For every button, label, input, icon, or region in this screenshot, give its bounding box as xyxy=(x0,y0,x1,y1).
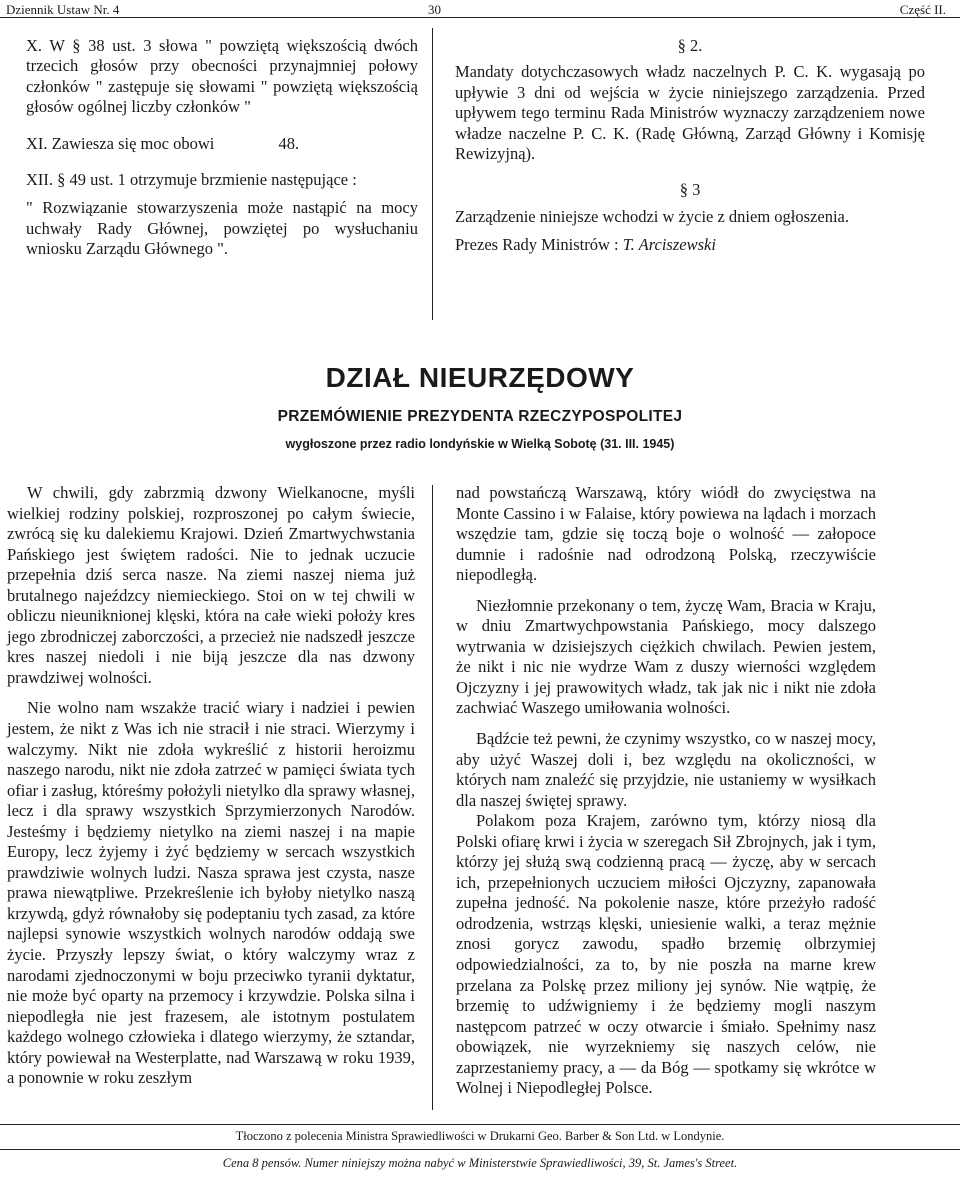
speech-column-divider xyxy=(432,485,433,1110)
signature xyxy=(455,235,925,255)
amendment-x: X. W § 38 ust. 3 słowa " powziętą większością dwóch trzecich głosów przy obecności przynajmniej połowy członków " zastępuje się słowami " powziętą większością głosów ogólnej liczby członków " xyxy=(26,36,418,117)
signature-name: T. Arciszewski xyxy=(622,235,716,255)
section-2-text: Mandaty dotychczasowych władz naczelnych P. C. K. wygasają po upływie 3 dni od wejścia w życie niniejszego zarządzenia. Przed upływem tego terminu Rada Ministrów wyznaczy zarządzeniem nowe władze naczelne P. C. K. (Radę Główną, Zarząd Główny i Komisję Rewizyjną). xyxy=(455,62,925,164)
speech-paragraph: Bądźcie też pewni, że czynimy wszystko, co w naszej mocy, aby użyć Waszej doli i, bez względu na okoliczności, w których nam znaleźć się przyjdzie, nie ustaniemy w wysiłkach dla naszej świętej sprawy. xyxy=(456,729,876,810)
speech-right-column xyxy=(456,483,876,1099)
amendment-xii: XII. § 49 ust. 1 otrzymuje brzmienie następujące : xyxy=(26,170,357,190)
speech-paragraph: nad powstańczą Warszawą, który wiódł do zwycięstwa na Monte Cassino i w Falaise, który powiewa na lądach i morzach wszędzie tam, gdzie się toczą boje o wolność — załopoce dumnie i radośnie nad odrodzoną Polską, rzeczywiście niepodległą. xyxy=(456,483,876,585)
journal-part: Część II. xyxy=(899,2,946,17)
section-3-text: Zarządzenie niniejsze wchodzi w życie z dniem ogłoszenia. xyxy=(455,206,849,226)
page-number: 30 xyxy=(428,2,441,17)
footer-rule-middle xyxy=(0,1149,960,1150)
speech-paragraph: Polakom poza Krajem, zarówno tym, którzy niosą dla Polski ofiarę krwi i życia w szeregach Sił Zbrojnych, jak i tym, którzy jej służą swą codzienną pracą — życzę, aby w sercach ich, przepełnionych uczuciem miłości Ojczyzny, zapanowała zupełna jedność. Na pokolenie nasze, które przeżyło radość odrodzenia, wstrząs klęski, uniesienie walki, a teraz mężnie znosi gorycz zawodu, spadło brzemię olbrzymiej odpowiedzialności, za to, by nie poszła na marne krew przelana za Polskę przez miliony jej synów. Nie wątpię, że brzemię to udźwigniemy i że będziemy mogli naszym następcom patrzeć w oczy otwarcie i śmiało. Spełnimy nasz obowiązek, nie wyrzekniemy się naszych celów, nie zaprzestaniemy pracy, a — da Bóg — spotkamy się wkrótce w Wolnej i Niepodległej Polsce. xyxy=(456,811,876,1098)
section-3-heading: § 3 xyxy=(679,180,701,200)
speech-paragraph: Niezłomnie przekonany o tem, życzę Wam, Bracia w Kraju, w dniu Zmartwychpowstania Pańskiego, mocy dalszego wytrwania w dzisiejszych ciężkich chwilach. Pewien jestem, że nikt i nic nie wydrze Wam z duszy wierności względem Ojczyzny i jej prawowitych władz, tak jak nic i nikt nie zdoła zachwiać Waszego umiłowania wolności. xyxy=(456,595,876,718)
decree-final-sections xyxy=(455,36,925,256)
printer-note: Tłoczono z polecenia Ministra Sprawiedliwości w Drukarni Geo. Barber & Son Ltd. w Londynie. xyxy=(235,1129,725,1143)
amendment-xi xyxy=(26,134,418,154)
speech-title: PRZEMÓWIENIE PREZYDENTA RZECZYPOSPOLITEJ xyxy=(277,408,683,425)
section-2-heading: § 2. xyxy=(677,36,703,55)
section-title: DZIAŁ NIEURZĘDOWY xyxy=(325,362,635,393)
amendment-xi-number: 48. xyxy=(278,133,300,153)
speech-subtitle: wygłoszone przez radio londyńskie w Wielką Sobotę (31. III. 1945) xyxy=(285,437,675,451)
page-header xyxy=(0,0,960,16)
amendment-xii-quote: " Rozwiązanie stowarzyszenia może nastąpić na mocy uchwały Rady Głównej, powziętej po wysłuchaniu wniosku Zarządu Głównego ". xyxy=(26,198,418,259)
decree-amendments xyxy=(26,36,418,260)
amendment-xi-text: XI. Zawiesza się moc obowi xyxy=(26,133,215,153)
price-note: Cena 8 pensów. Numer niniejszy można nabyć w Ministerstwie Sprawiedliwości, 39, St. James's Street. xyxy=(222,1156,738,1170)
speech-paragraph: W chwili, gdy zabrzmią dzwony Wielkanocne, myśli wielkiej rodziny polskiej, rozproszonej po całym świecie, zwrócą się ku dalekiemu Krajowi. Dzień Zmartwychwstania Pańskiego jest świętem radości. Nie to jednak uczucie przepełnia dziś serca nasze. Na ziemi naszej niema już brutalnego najeźdzcy niemieckiego. Stoi on w tej chwili w obliczu nieuniknionej klęski, która na całe wieki położy kres jego zbrodniczej zaborczości, a przecież nie nadszedł jeszcze kres naszej niedoli i nie biją jeszcze dla nas dzwony prawdziwej wolności. xyxy=(7,483,415,687)
speech-left-column xyxy=(7,483,415,1089)
signature-label: Prezes Rady Ministrów : xyxy=(455,235,619,255)
top-column-divider xyxy=(432,28,433,320)
speech-paragraph: Nie wolno nam wszakże tracić wiary i nadziei i pewien jestem, że nikt z Was ich nie stracił i nie straci. Wierzymy i walczymy. Nikt nie zdoła wykreślić z historii heroizmu naszego narodu, nikt nie zdoła zatrzeć w pamięci świata tych ofiar i zasług, któreśmy położyli nietylko dla sprawy własnej, lecz i dla sprawy wszystkich Sprzymierzonych Narodów. Jesteśmy i będziemy nietylko na ziemi naszej i na mapie Europy, lecz żyjemy i żyć będziemy w sercach wszystkich prawdziwie wolnych ludzi. Nasza sprawa jest czysta, nasze prawa niewątpliwe. Przekreślenie ich byłoby nietylko naszą krzywdą, gdyż równałoby się podeptaniu tych zasad, za które najlepsi synowie wszystkich wolnych narodów oddają swe życie. Przyszły lepszy świat, o który walczymy wraz z narodami zjednoczonymi w boju przeciwko tyranii dyktatur, nie może być oparty na przemocy i krzywdzie. Polska silna i niepodległa nie jest frazesem, ale istotnym postulatem każdego wolnego człowieka i dlatego wierzymy, że sztandar, który powiewał na Westerplatte, nad Warszawą w roku 1939, a ponownie w roku zeszłym xyxy=(7,698,415,1088)
footer-rule-top xyxy=(0,1124,960,1125)
header-rule xyxy=(0,17,960,18)
journal-title: Dziennik Ustaw Nr. 4 xyxy=(6,2,120,17)
